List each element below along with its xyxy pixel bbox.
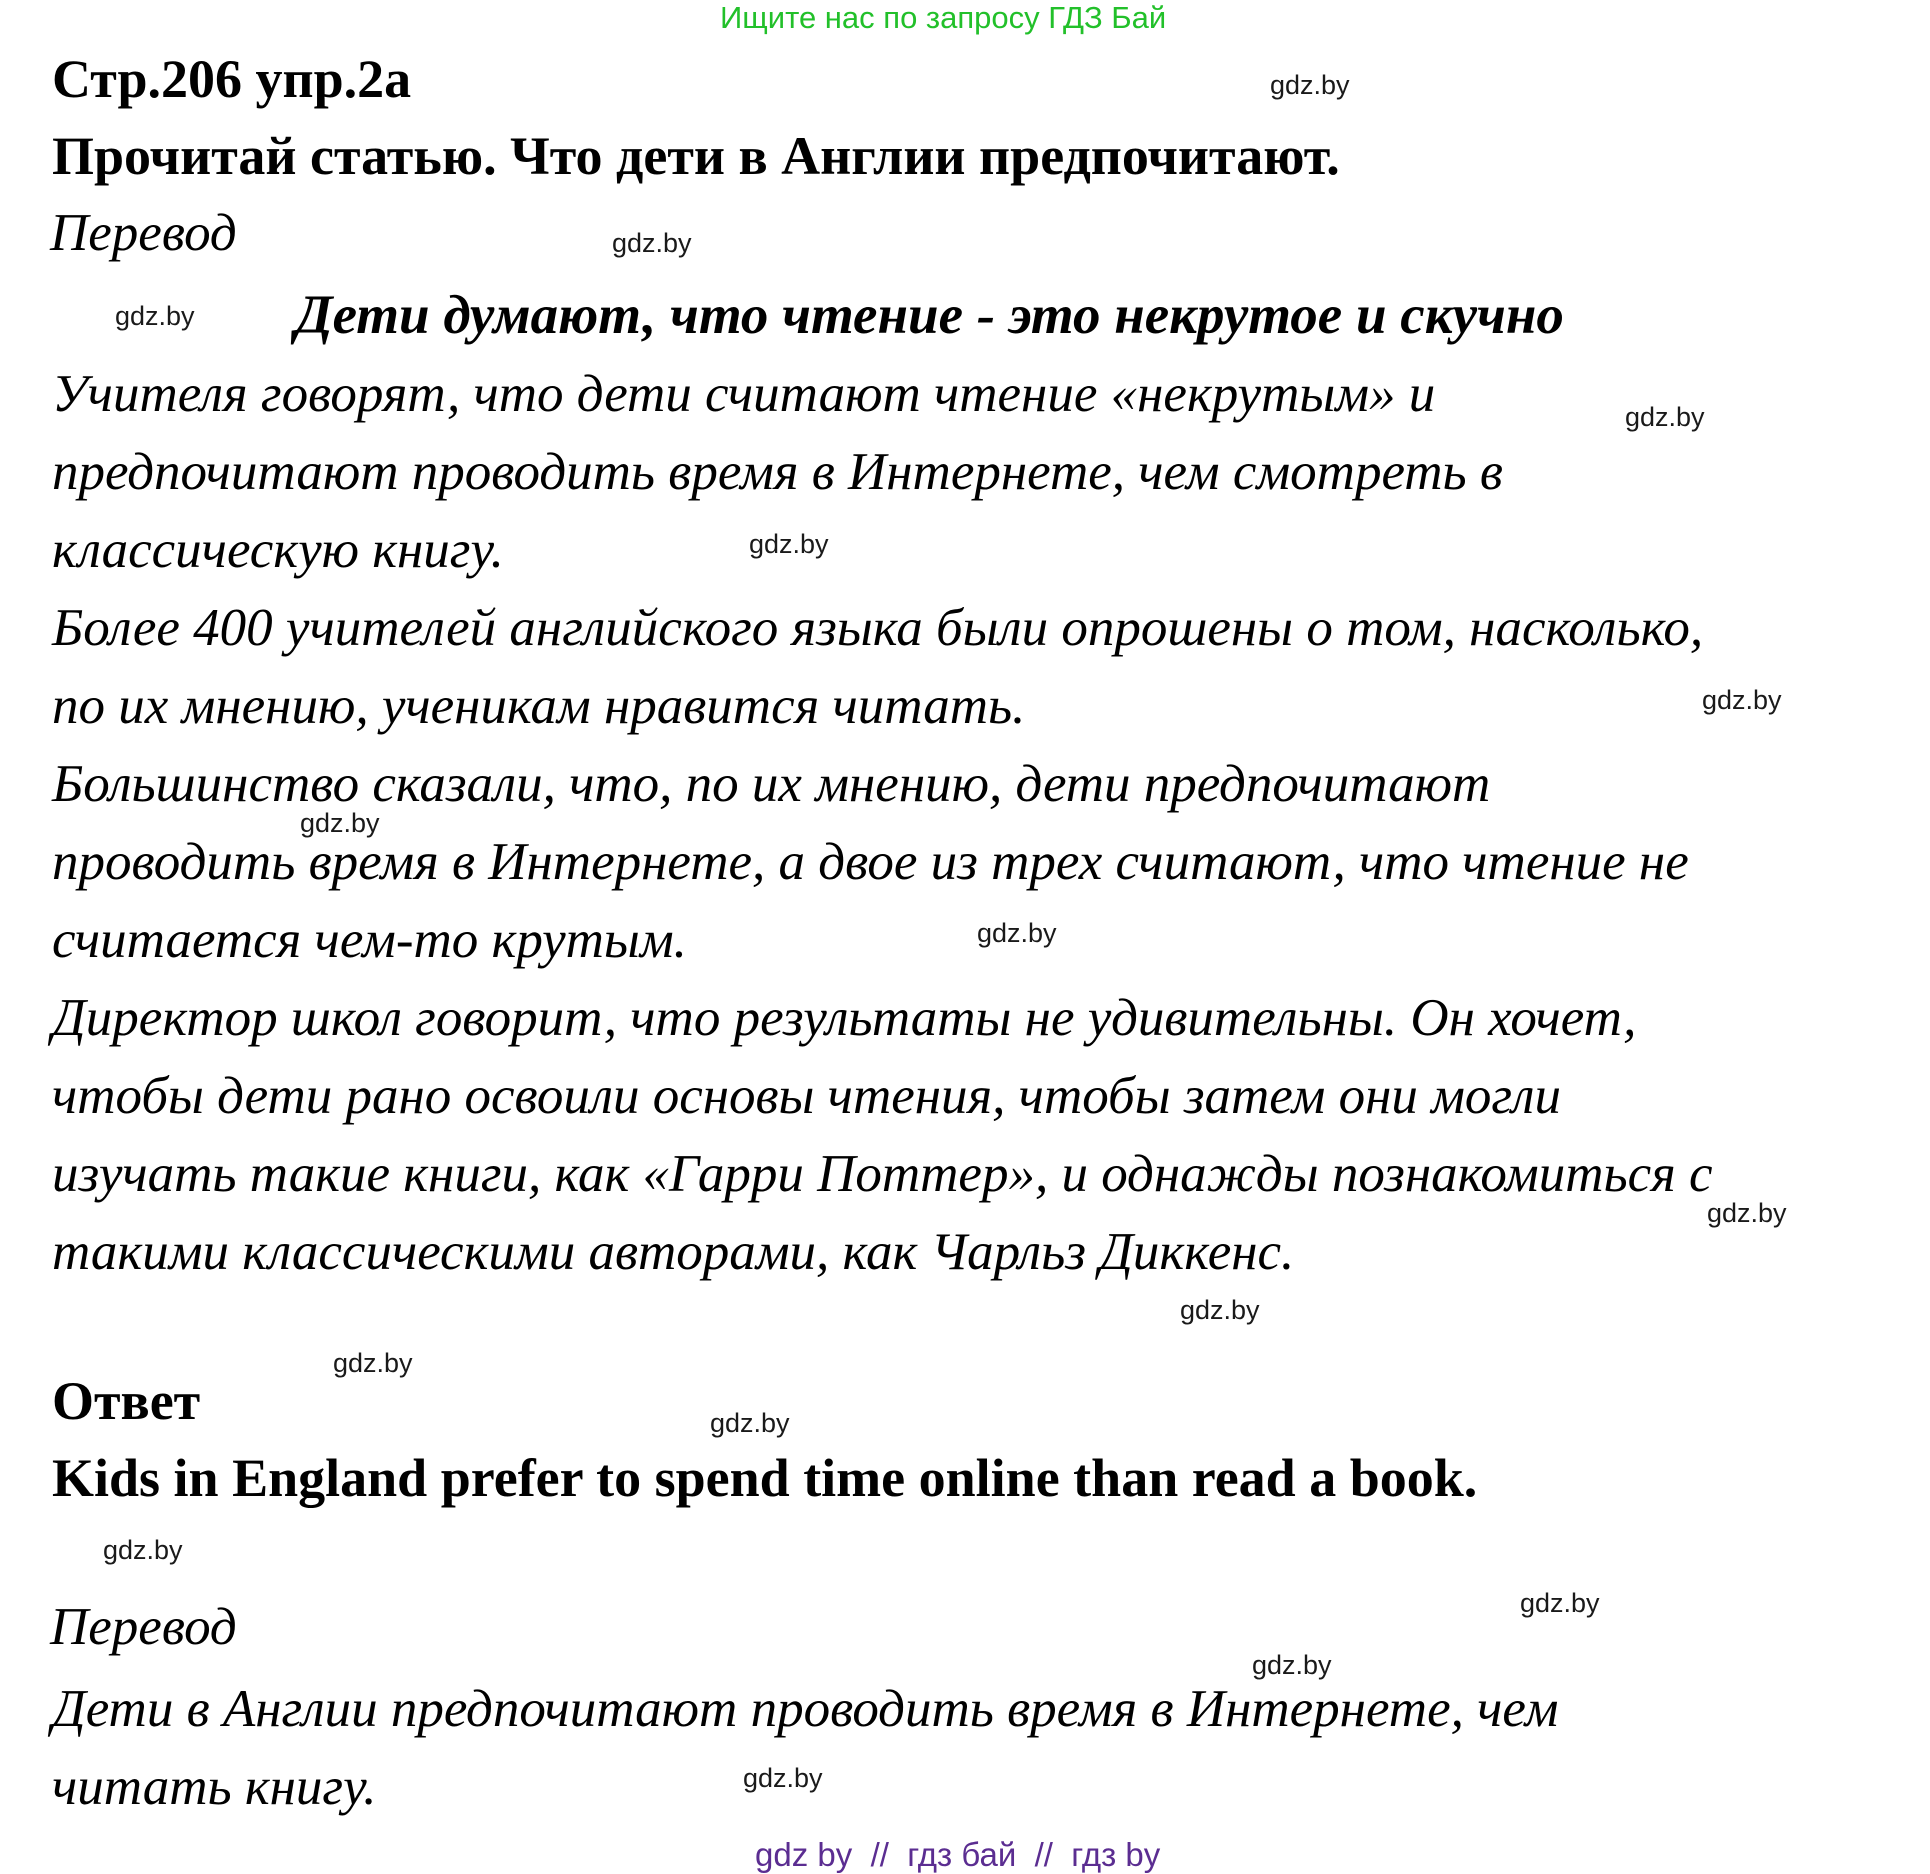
watermark: gdz.by	[612, 228, 692, 258]
article-line: Большинство сказали, что, по их мнению, дети предпочитают	[52, 755, 1491, 813]
top-banner: Ищите нас по запросу ГДЗ Бай	[720, 0, 1167, 35]
watermark: gdz.by	[977, 918, 1057, 948]
watermark: gdz.by	[710, 1408, 790, 1438]
answer-translation-line: Дети в Англии предпочитают проводить время в Интернете, чем	[52, 1680, 1559, 1738]
article-line: такими классическими авторами, как Чарльз Диккенс.	[52, 1223, 1295, 1281]
article-line: по их мнению, ученикам нравится читать.	[52, 677, 1026, 735]
watermark: gdz.by	[1707, 1198, 1787, 1228]
watermark: gdz.by	[1270, 70, 1350, 100]
watermark: gdz.by	[1702, 685, 1782, 715]
translation-label: Перевод	[50, 204, 237, 262]
article-line: классическую книгу.	[52, 521, 504, 579]
article-line: чтобы дети рано освоили основы чтения, чтобы затем они могли	[52, 1067, 1562, 1125]
answer-text: Kids in England prefer to spend time online than read a book.	[52, 1448, 1478, 1508]
watermark: gdz.by	[743, 1763, 823, 1793]
answer-translation-line: читать книгу.	[52, 1758, 377, 1816]
watermark: gdz.by	[333, 1348, 413, 1378]
article-line: считается чем-то крутым.	[52, 911, 687, 969]
watermark: gdz.by	[300, 808, 380, 838]
watermark: gdz.by	[1520, 1588, 1600, 1618]
watermark: gdz.by	[1180, 1295, 1260, 1325]
article-line: Более 400 учителей английского языка были опрошены о том, насколько,	[52, 599, 1704, 657]
answer-label: Ответ	[52, 1371, 201, 1431]
article-line: предпочитают проводить время в Интернете, чем смотреть в	[52, 443, 1503, 501]
task-heading: Прочитай статью. Что дети в Англии предпочитают.	[52, 126, 1340, 186]
answer-translation-label: Перевод	[50, 1598, 237, 1656]
watermark: gdz.by	[1625, 402, 1705, 432]
page-reference: Стр.206 упр.2а	[52, 49, 412, 109]
article-line: проводить время в Интернете, а двое из трех считают, что чтение не	[52, 833, 1689, 891]
article-line: изучать такие книги, как «Гарри Поттер», и однажды познакомиться с	[52, 1145, 1713, 1203]
watermark: gdz.by	[115, 301, 195, 331]
watermark: gdz.by	[1252, 1650, 1332, 1680]
watermark: gdz.by	[749, 529, 829, 559]
article-line: Учителя говорят, что дети считают чтение «некрутым» и	[52, 365, 1436, 423]
article-line: Директор школ говорит, что результаты не удивительны. Он хочет,	[52, 989, 1637, 1047]
article-title: Дети думают, что чтение - это некрутое и скучно	[295, 284, 1564, 345]
footer-links: gdz by // гдз бай // гдз by	[755, 1836, 1161, 1873]
watermark: gdz.by	[103, 1535, 183, 1565]
